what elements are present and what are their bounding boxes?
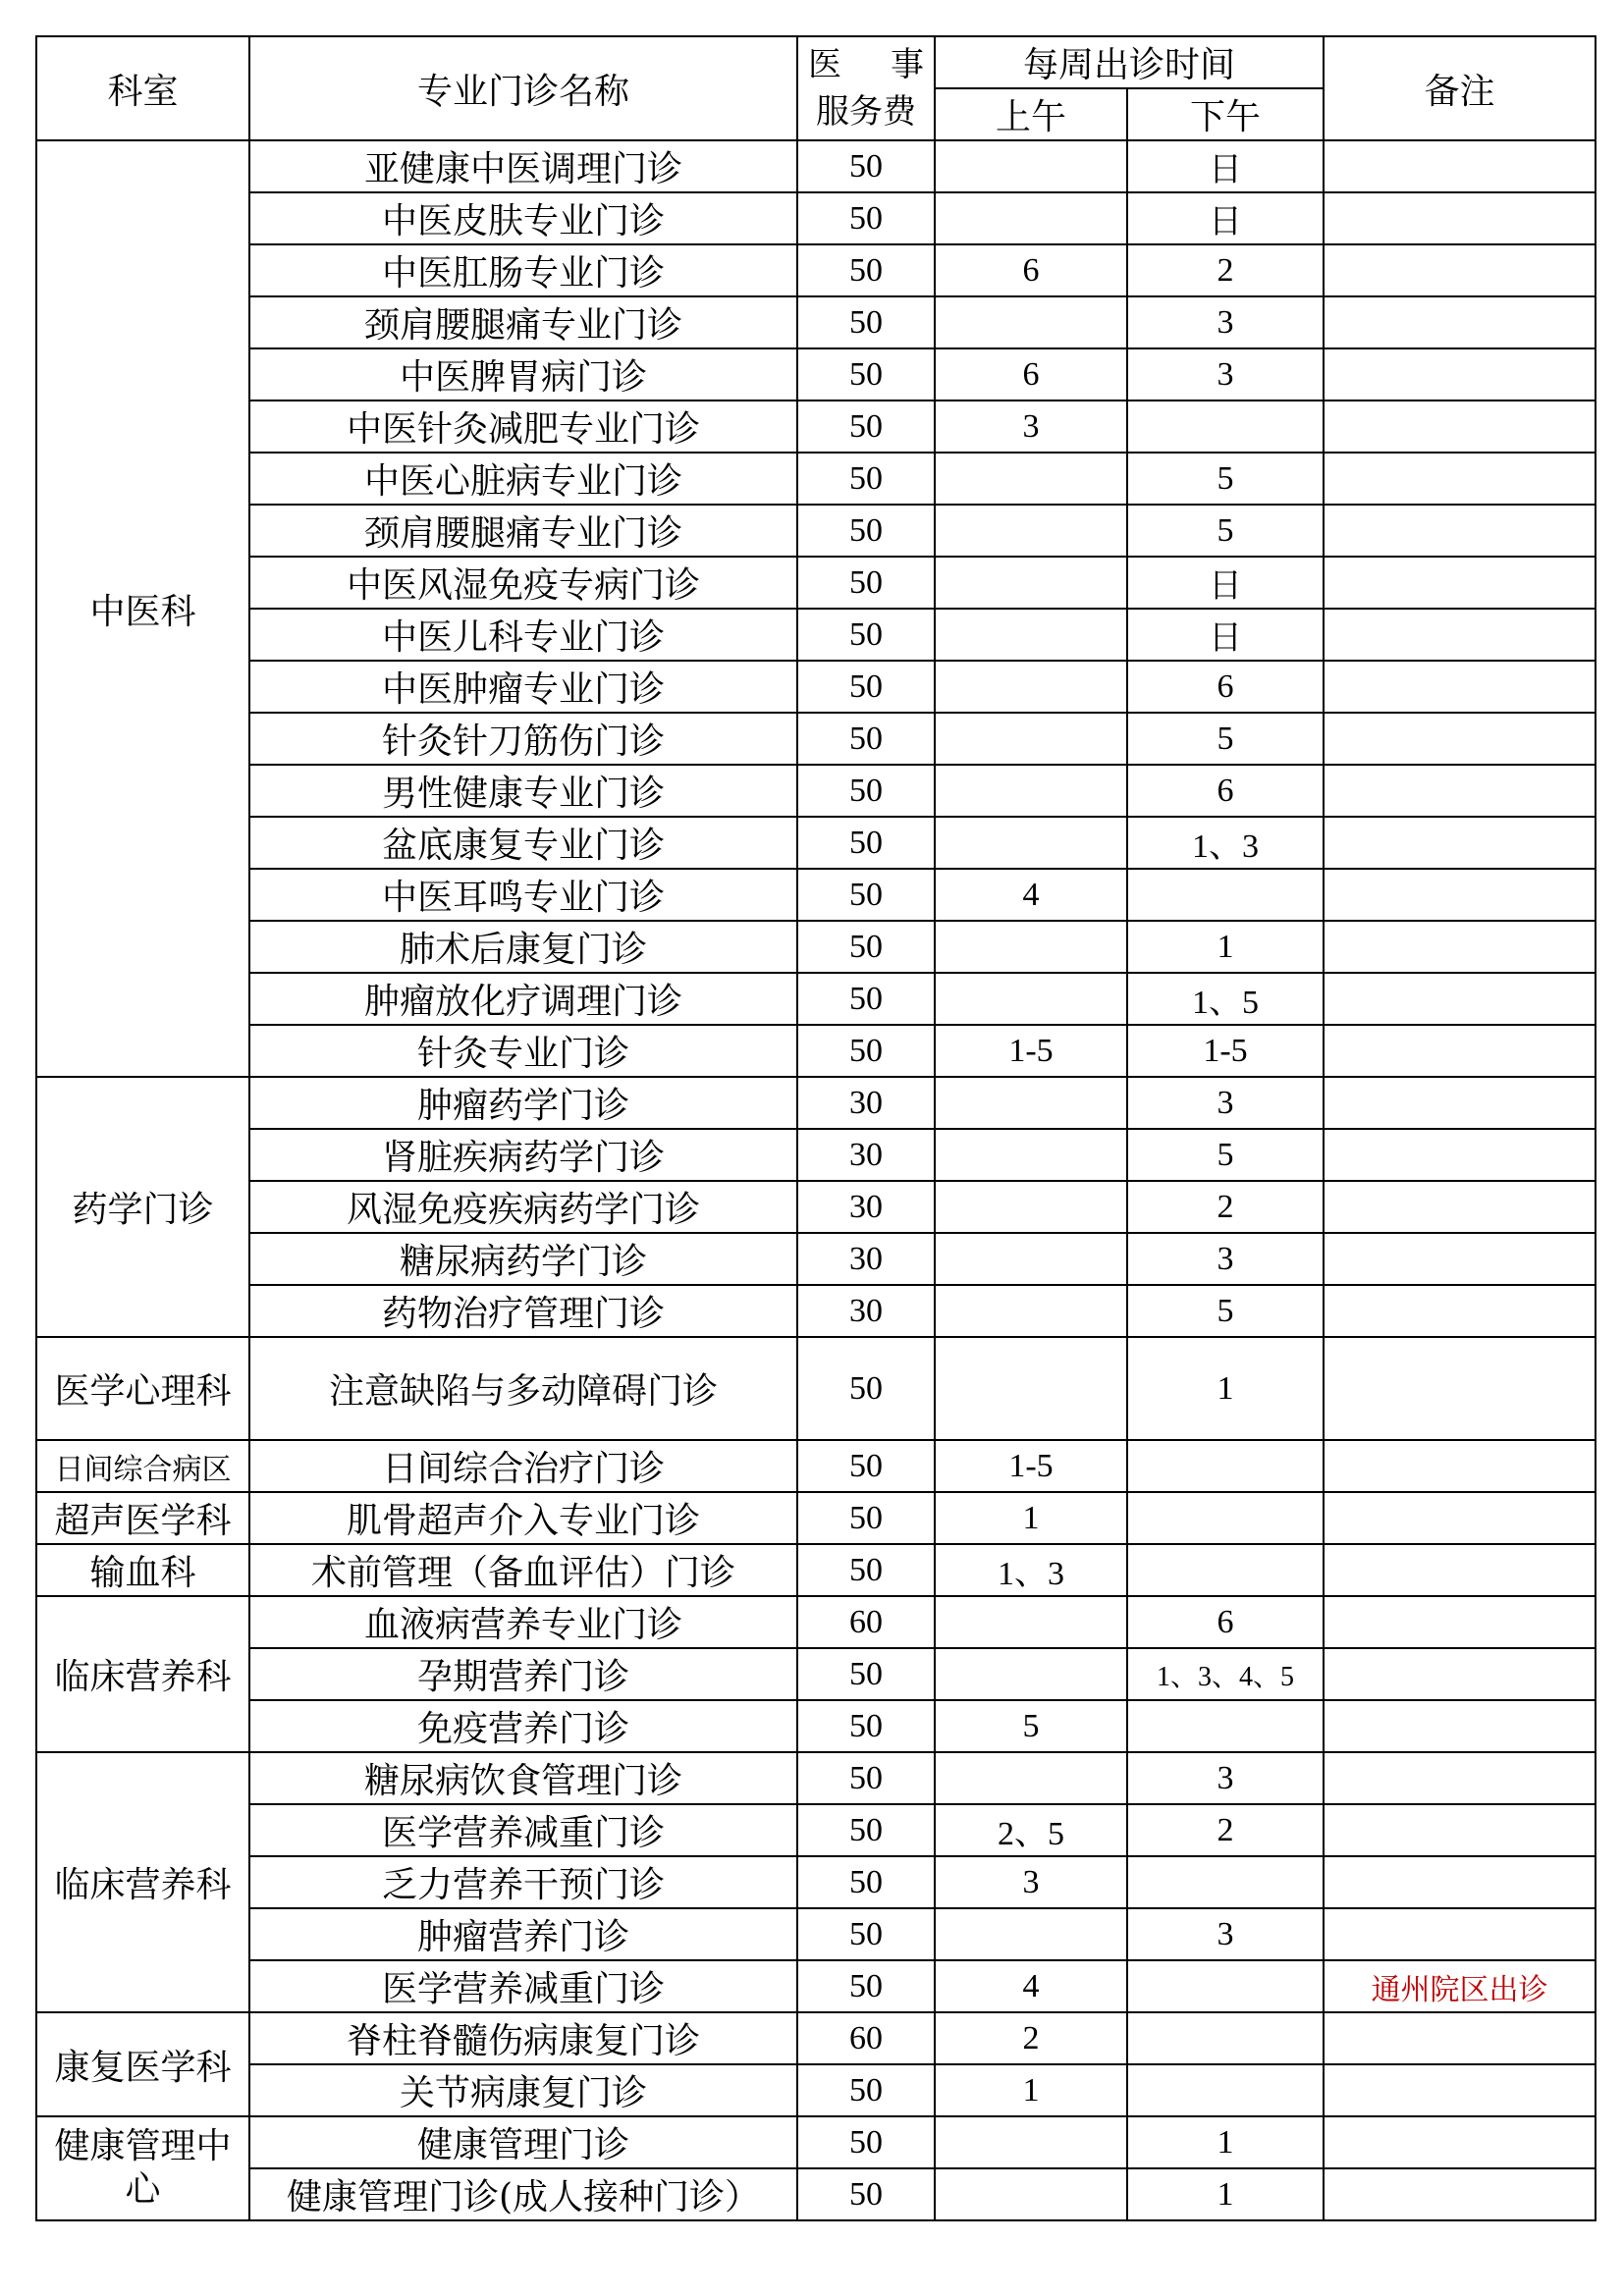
clinic-name-cell: 中医肿瘤专业门诊 bbox=[249, 661, 797, 713]
header-department: 科室 bbox=[36, 36, 249, 140]
pm-cell bbox=[1127, 2012, 1324, 2064]
table-row bbox=[36, 2012, 1596, 2064]
remarks-cell bbox=[1324, 1440, 1596, 1492]
clinic-name-cell: 男性健康专业门诊 bbox=[249, 765, 797, 817]
pm-cell: 日 bbox=[1127, 192, 1324, 244]
am-cell bbox=[935, 2116, 1127, 2168]
department-cell: 超声医学科 bbox=[36, 1492, 249, 1544]
am-cell bbox=[935, 557, 1127, 609]
clinic-name-cell: 针灸针刀筋伤门诊 bbox=[249, 713, 797, 765]
table-row bbox=[36, 192, 1596, 244]
table-row bbox=[36, 2064, 1596, 2116]
fee-cell: 60 bbox=[797, 1596, 935, 1648]
clinic-name-cell: 肿瘤营养门诊 bbox=[249, 1908, 797, 1960]
pm-cell bbox=[1127, 2064, 1324, 2116]
table-row bbox=[36, 2168, 1596, 2220]
department-cell: 中医科 bbox=[36, 140, 249, 1077]
remarks-cell bbox=[1324, 1492, 1596, 1544]
department-cell: 日间综合病区 bbox=[36, 1440, 249, 1492]
table-row bbox=[36, 296, 1596, 348]
remarks-cell bbox=[1324, 973, 1596, 1025]
fee-cell: 50 bbox=[797, 296, 935, 348]
pm-cell: 6 bbox=[1127, 765, 1324, 817]
pm-cell: 1 bbox=[1127, 921, 1324, 973]
remarks-cell bbox=[1324, 921, 1596, 973]
table-row bbox=[36, 1492, 1596, 1544]
table-row bbox=[36, 765, 1596, 817]
remarks-cell bbox=[1324, 1233, 1596, 1285]
pm-cell: 1、3、4、5 bbox=[1127, 1648, 1324, 1700]
am-cell bbox=[935, 1596, 1127, 1648]
am-cell: 5 bbox=[935, 1700, 1127, 1752]
am-cell bbox=[935, 453, 1127, 505]
pm-cell bbox=[1127, 1492, 1324, 1544]
clinic-name-cell: 肌骨超声介入专业门诊 bbox=[249, 1492, 797, 1544]
remarks-cell bbox=[1324, 557, 1596, 609]
pm-cell: 1-5 bbox=[1127, 1025, 1324, 1077]
pm-cell bbox=[1127, 1960, 1324, 2012]
remarks-cell bbox=[1324, 1752, 1596, 1804]
header-fee-line2: 服务费 bbox=[816, 92, 916, 132]
clinic-name-cell: 糖尿病药学门诊 bbox=[249, 1233, 797, 1285]
table-row bbox=[36, 400, 1596, 453]
am-cell bbox=[935, 661, 1127, 713]
am-cell: 2、5 bbox=[935, 1804, 1127, 1856]
remarks-cell bbox=[1324, 453, 1596, 505]
pm-cell: 3 bbox=[1127, 1233, 1324, 1285]
clinic-name-cell: 亚健康中医调理门诊 bbox=[249, 140, 797, 192]
table-row bbox=[36, 1596, 1596, 1648]
remarks-cell bbox=[1324, 869, 1596, 921]
department-cell: 医学心理科 bbox=[36, 1337, 249, 1440]
am-cell: 4 bbox=[935, 1960, 1127, 2012]
clinic-name-cell: 中医耳鸣专业门诊 bbox=[249, 869, 797, 921]
remarks-cell bbox=[1324, 817, 1596, 869]
am-cell bbox=[935, 1077, 1127, 1129]
fee-cell: 50 bbox=[797, 557, 935, 609]
remarks-cell bbox=[1324, 1285, 1596, 1337]
remarks-cell bbox=[1324, 609, 1596, 661]
table-row bbox=[36, 1856, 1596, 1908]
fee-cell: 50 bbox=[797, 140, 935, 192]
remarks-cell bbox=[1324, 1337, 1596, 1440]
am-cell: 6 bbox=[935, 244, 1127, 296]
am-cell bbox=[935, 2168, 1127, 2220]
clinic-name-cell: 中医心脏病专业门诊 bbox=[249, 453, 797, 505]
table-row bbox=[36, 609, 1596, 661]
fee-cell: 50 bbox=[797, 765, 935, 817]
header-fee-char-1: 医 bbox=[808, 45, 841, 84]
header-fee-char-2: 事 bbox=[891, 45, 924, 84]
remarks-cell bbox=[1324, 1596, 1596, 1648]
clinic-name-cell: 乏力营养干预门诊 bbox=[249, 1856, 797, 1908]
pm-cell: 1 bbox=[1127, 2168, 1324, 2220]
am-cell bbox=[935, 1233, 1127, 1285]
pm-cell: 1、5 bbox=[1127, 973, 1324, 1025]
am-cell bbox=[935, 140, 1127, 192]
remarks-cell bbox=[1324, 1544, 1596, 1596]
table-row bbox=[36, 244, 1596, 296]
pm-cell: 5 bbox=[1127, 1285, 1324, 1337]
clinic-name-cell: 中医皮肤专业门诊 bbox=[249, 192, 797, 244]
remarks-cell bbox=[1324, 400, 1596, 453]
clinic-name-cell: 中医肛肠专业门诊 bbox=[249, 244, 797, 296]
pm-cell: 3 bbox=[1127, 1752, 1324, 1804]
clinic-name-cell: 医学营养减重门诊 bbox=[249, 1804, 797, 1856]
am-cell bbox=[935, 1285, 1127, 1337]
remarks-cell bbox=[1324, 2012, 1596, 2064]
fee-cell: 50 bbox=[797, 1440, 935, 1492]
clinic-name-cell: 中医儿科专业门诊 bbox=[249, 609, 797, 661]
table-row bbox=[36, 1233, 1596, 1285]
fee-cell: 50 bbox=[797, 2116, 935, 2168]
pm-cell bbox=[1127, 1700, 1324, 1752]
fee-cell: 30 bbox=[797, 1077, 935, 1129]
pm-cell: 3 bbox=[1127, 296, 1324, 348]
fee-cell: 50 bbox=[797, 1025, 935, 1077]
remarks-cell bbox=[1324, 1077, 1596, 1129]
fee-cell: 30 bbox=[797, 1181, 935, 1233]
clinic-name-cell: 风湿免疫疾病药学门诊 bbox=[249, 1181, 797, 1233]
remarks-cell bbox=[1324, 1700, 1596, 1752]
table-row bbox=[36, 661, 1596, 713]
remarks-cell bbox=[1324, 713, 1596, 765]
remarks-cell bbox=[1324, 661, 1596, 713]
pm-cell: 3 bbox=[1127, 348, 1324, 400]
am-cell: 1-5 bbox=[935, 1440, 1127, 1492]
am-cell bbox=[935, 817, 1127, 869]
am-cell bbox=[935, 1129, 1127, 1181]
table-row bbox=[36, 1648, 1596, 1700]
header-remarks: 备注 bbox=[1324, 36, 1596, 140]
am-cell: 6 bbox=[935, 348, 1127, 400]
pm-cell: 2 bbox=[1127, 1804, 1324, 1856]
table-row bbox=[36, 348, 1596, 400]
am-cell bbox=[935, 713, 1127, 765]
pm-cell: 日 bbox=[1127, 609, 1324, 661]
am-cell bbox=[935, 1181, 1127, 1233]
fee-cell: 50 bbox=[797, 505, 935, 557]
department-cell: 临床营养科 bbox=[36, 1596, 249, 1752]
clinic-name-cell: 健康管理门诊 bbox=[249, 2116, 797, 2168]
pm-cell: 1 bbox=[1127, 2116, 1324, 2168]
table-row bbox=[36, 1025, 1596, 1077]
am-cell bbox=[935, 192, 1127, 244]
am-cell: 1、3 bbox=[935, 1544, 1127, 1596]
table-row bbox=[36, 1181, 1596, 1233]
clinic-name-cell: 针灸专业门诊 bbox=[249, 1025, 797, 1077]
fee-cell: 50 bbox=[797, 244, 935, 296]
pm-cell: 3 bbox=[1127, 1077, 1324, 1129]
remarks-cell bbox=[1324, 2064, 1596, 2116]
pm-cell bbox=[1127, 869, 1324, 921]
fee-cell: 50 bbox=[797, 869, 935, 921]
remarks-cell bbox=[1324, 1908, 1596, 1960]
clinic-name-cell: 脊柱脊髓伤病康复门诊 bbox=[249, 2012, 797, 2064]
fee-cell: 50 bbox=[797, 1908, 935, 1960]
department-cell: 健康管理中心 bbox=[36, 2116, 249, 2220]
fee-cell: 50 bbox=[797, 1804, 935, 1856]
table-row bbox=[36, 921, 1596, 973]
am-cell bbox=[935, 1337, 1127, 1440]
remarks-cell bbox=[1324, 140, 1596, 192]
remarks-cell bbox=[1324, 2168, 1596, 2220]
pm-cell: 5 bbox=[1127, 1129, 1324, 1181]
fee-cell: 50 bbox=[797, 1337, 935, 1440]
department-cell: 输血科 bbox=[36, 1544, 249, 1596]
schedule-body bbox=[36, 140, 1596, 2220]
header-fee bbox=[797, 36, 935, 140]
clinic-name-cell: 术前管理（备血评估）门诊 bbox=[249, 1544, 797, 1596]
clinic-name-cell: 肾脏疾病药学门诊 bbox=[249, 1129, 797, 1181]
fee-cell: 50 bbox=[797, 1960, 935, 2012]
pm-cell: 日 bbox=[1127, 140, 1324, 192]
fee-cell: 50 bbox=[797, 817, 935, 869]
am-cell: 3 bbox=[935, 400, 1127, 453]
fee-cell: 50 bbox=[797, 348, 935, 400]
table-row bbox=[36, 1544, 1596, 1596]
pm-cell: 5 bbox=[1127, 453, 1324, 505]
am-cell bbox=[935, 1648, 1127, 1700]
fee-cell: 50 bbox=[797, 2168, 935, 2220]
remarks-cell bbox=[1324, 348, 1596, 400]
clinic-name-cell: 中医风湿免疫专病门诊 bbox=[249, 557, 797, 609]
pm-cell: 1 bbox=[1127, 1337, 1324, 1440]
am-cell bbox=[935, 505, 1127, 557]
table-row bbox=[36, 505, 1596, 557]
am-cell: 1 bbox=[935, 2064, 1127, 2116]
fee-cell: 50 bbox=[797, 713, 935, 765]
header-clinic-name: 专业门诊名称 bbox=[249, 36, 797, 140]
remarks-cell bbox=[1324, 1856, 1596, 1908]
clinic-name-cell: 糖尿病饮食管理门诊 bbox=[249, 1752, 797, 1804]
clinic-name-cell: 颈肩腰腿痛专业门诊 bbox=[249, 296, 797, 348]
fee-cell: 50 bbox=[797, 2064, 935, 2116]
table-row bbox=[36, 453, 1596, 505]
clinic-name-cell: 肿瘤放化疗调理门诊 bbox=[249, 973, 797, 1025]
table-row bbox=[36, 1700, 1596, 1752]
am-cell bbox=[935, 765, 1127, 817]
table-row bbox=[36, 713, 1596, 765]
am-cell bbox=[935, 1752, 1127, 1804]
remarks-cell bbox=[1324, 1181, 1596, 1233]
clinic-name-cell: 日间综合治疗门诊 bbox=[249, 1440, 797, 1492]
table-row bbox=[36, 140, 1596, 192]
table-row bbox=[36, 1804, 1596, 1856]
clinic-name-cell: 健康管理门诊(成人接种门诊） bbox=[249, 2168, 797, 2220]
department-cell: 康复医学科 bbox=[36, 2012, 249, 2116]
am-cell: 4 bbox=[935, 869, 1127, 921]
am-cell: 2 bbox=[935, 2012, 1127, 2064]
remarks-cell bbox=[1324, 505, 1596, 557]
am-cell bbox=[935, 1908, 1127, 1960]
remarks-cell bbox=[1324, 1804, 1596, 1856]
clinic-name-cell: 肺术后康复门诊 bbox=[249, 921, 797, 973]
clinic-name-cell: 药物治疗管理门诊 bbox=[249, 1285, 797, 1337]
clinic-name-cell: 免疫营养门诊 bbox=[249, 1700, 797, 1752]
clinic-name-cell: 医学营养减重门诊 bbox=[249, 1960, 797, 2012]
clinic-name-cell: 注意缺陷与多动障碍门诊 bbox=[249, 1337, 797, 1440]
fee-cell: 50 bbox=[797, 661, 935, 713]
am-cell bbox=[935, 921, 1127, 973]
remarks-cell bbox=[1324, 765, 1596, 817]
pm-cell: 6 bbox=[1127, 661, 1324, 713]
fee-cell: 50 bbox=[797, 1648, 935, 1700]
fee-cell: 50 bbox=[797, 609, 935, 661]
table-row bbox=[36, 1285, 1596, 1337]
am-cell bbox=[935, 296, 1127, 348]
clinic-name-cell: 盆底康复专业门诊 bbox=[249, 817, 797, 869]
header-am: 上午 bbox=[935, 88, 1127, 140]
table-row bbox=[36, 1077, 1596, 1129]
pm-cell: 5 bbox=[1127, 505, 1324, 557]
remarks-cell bbox=[1324, 1025, 1596, 1077]
header-pm: 下午 bbox=[1127, 88, 1324, 140]
table-row bbox=[36, 1752, 1596, 1804]
table-row bbox=[36, 869, 1596, 921]
fee-cell: 50 bbox=[797, 192, 935, 244]
am-cell bbox=[935, 609, 1127, 661]
table-row bbox=[36, 1337, 1596, 1440]
fee-cell: 30 bbox=[797, 1129, 935, 1181]
clinic-name-cell: 关节病康复门诊 bbox=[249, 2064, 797, 2116]
table-row bbox=[36, 817, 1596, 869]
fee-cell: 50 bbox=[797, 1544, 935, 1596]
clinic-schedule-table bbox=[35, 35, 1596, 2221]
table-row bbox=[36, 1440, 1596, 1492]
table-row bbox=[36, 973, 1596, 1025]
fee-cell: 50 bbox=[797, 453, 935, 505]
am-cell: 3 bbox=[935, 1856, 1127, 1908]
pm-cell: 日 bbox=[1127, 557, 1324, 609]
remarks-cell: 通州院区出诊 bbox=[1324, 1960, 1596, 2012]
header-weekly-time: 每周出诊时间 bbox=[935, 36, 1324, 88]
fee-cell: 60 bbox=[797, 2012, 935, 2064]
pm-cell: 6 bbox=[1127, 1596, 1324, 1648]
am-cell: 1-5 bbox=[935, 1025, 1127, 1077]
clinic-name-cell: 中医脾胃病门诊 bbox=[249, 348, 797, 400]
table-row bbox=[36, 1129, 1596, 1181]
pm-cell bbox=[1127, 1856, 1324, 1908]
fee-cell: 30 bbox=[797, 1285, 935, 1337]
remarks-cell bbox=[1324, 2116, 1596, 2168]
fee-cell: 50 bbox=[797, 1700, 935, 1752]
clinic-name-cell: 血液病营养专业门诊 bbox=[249, 1596, 797, 1648]
pm-cell bbox=[1127, 1544, 1324, 1596]
pm-cell: 1、3 bbox=[1127, 817, 1324, 869]
department-cell: 临床营养科 bbox=[36, 1752, 249, 2012]
clinic-name-cell: 孕期营养门诊 bbox=[249, 1648, 797, 1700]
remarks-cell bbox=[1324, 1648, 1596, 1700]
pm-cell: 3 bbox=[1127, 1908, 1324, 1960]
table-row bbox=[36, 1960, 1596, 2012]
clinic-name-cell: 中医针灸减肥专业门诊 bbox=[249, 400, 797, 453]
pm-cell bbox=[1127, 1440, 1324, 1492]
pm-cell: 5 bbox=[1127, 713, 1324, 765]
am-cell bbox=[935, 973, 1127, 1025]
fee-cell: 50 bbox=[797, 1492, 935, 1544]
pm-cell: 2 bbox=[1127, 1181, 1324, 1233]
fee-cell: 50 bbox=[797, 400, 935, 453]
table-row bbox=[36, 557, 1596, 609]
department-cell: 药学门诊 bbox=[36, 1077, 249, 1337]
am-cell: 1 bbox=[935, 1492, 1127, 1544]
fee-cell: 50 bbox=[797, 1856, 935, 1908]
pm-cell bbox=[1127, 400, 1324, 453]
remarks-cell bbox=[1324, 296, 1596, 348]
pm-cell: 2 bbox=[1127, 244, 1324, 296]
fee-cell: 50 bbox=[797, 1752, 935, 1804]
table-row bbox=[36, 1908, 1596, 1960]
fee-cell: 50 bbox=[797, 973, 935, 1025]
fee-cell: 30 bbox=[797, 1233, 935, 1285]
remarks-cell bbox=[1324, 192, 1596, 244]
remarks-cell bbox=[1324, 244, 1596, 296]
clinic-name-cell: 颈肩腰腿痛专业门诊 bbox=[249, 505, 797, 557]
fee-cell: 50 bbox=[797, 921, 935, 973]
clinic-name-cell: 肿瘤药学门诊 bbox=[249, 1077, 797, 1129]
table-row bbox=[36, 2116, 1596, 2168]
remarks-cell bbox=[1324, 1129, 1596, 1181]
